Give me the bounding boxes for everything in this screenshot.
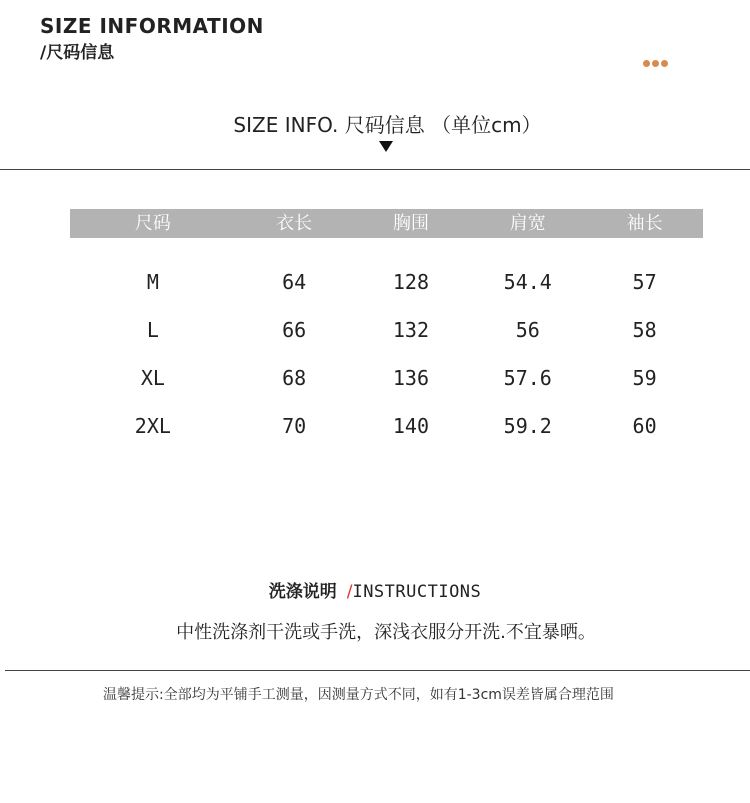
- table-cell: M: [146, 270, 159, 294]
- table-cell: 136: [392, 366, 430, 390]
- table-row: [70, 354, 703, 402]
- dot-icon: [661, 60, 668, 67]
- measurement-note: 温馨提示:全部均为平铺手工测量，因测量方式不同，如有1-3cm误差皆属合理范围: [103, 687, 614, 703]
- column-header: 衣长: [276, 213, 313, 234]
- dot-icon: [643, 60, 650, 67]
- table-cell: 54.4: [503, 270, 552, 294]
- table-cell: 2XL: [134, 414, 171, 438]
- table-row: [70, 402, 703, 450]
- instructions-slash: /: [346, 582, 353, 602]
- size-table: [70, 258, 703, 450]
- divider: [0, 169, 750, 170]
- table-cell: 128: [392, 270, 430, 294]
- table-row: [70, 258, 703, 306]
- column-header: 尺码: [134, 213, 171, 234]
- table-row: [70, 306, 703, 354]
- table-cell: 66: [282, 318, 307, 342]
- instructions-title: [0, 577, 750, 602]
- table-cell: 64: [282, 270, 307, 294]
- table-cell: 140: [392, 414, 430, 438]
- divider: [5, 670, 750, 671]
- table-cell: L: [146, 318, 159, 342]
- table-cell: 68: [282, 366, 307, 390]
- decorative-dots: [643, 60, 668, 67]
- column-header: 袖长: [626, 213, 663, 234]
- instructions-title-en: INSTRUCTIONS: [352, 582, 482, 602]
- column-header: 肩宽: [509, 213, 546, 234]
- table-header: [70, 209, 703, 238]
- header-title: SIZE INFORMATION: [40, 14, 264, 38]
- table-cell: 59: [632, 366, 657, 390]
- column-header: 胸围: [392, 213, 429, 234]
- table-cell: XL: [140, 366, 165, 390]
- table-cell: 57.6: [503, 366, 552, 390]
- table-cell: 58: [632, 318, 657, 342]
- section-title: SIZE INFO. 尺码信息 （单位cm）: [233, 113, 542, 137]
- table-cell: 57: [632, 270, 657, 294]
- table-cell: 56: [515, 318, 540, 342]
- table-cell: 70: [282, 414, 307, 438]
- instructions-text: 中性洗涤剂干洗或手洗，深浅衣服分开洗.不宜暴晒。: [176, 622, 596, 643]
- table-cell: 59.2: [503, 414, 552, 438]
- table-cell: 60: [632, 414, 657, 438]
- dot-icon: [652, 60, 659, 67]
- down-arrow-icon: [379, 141, 393, 152]
- table-cell: 132: [392, 318, 430, 342]
- instructions-title-cn: 洗涤说明: [268, 582, 337, 602]
- header-subtitle: /尺码信息: [40, 43, 115, 63]
